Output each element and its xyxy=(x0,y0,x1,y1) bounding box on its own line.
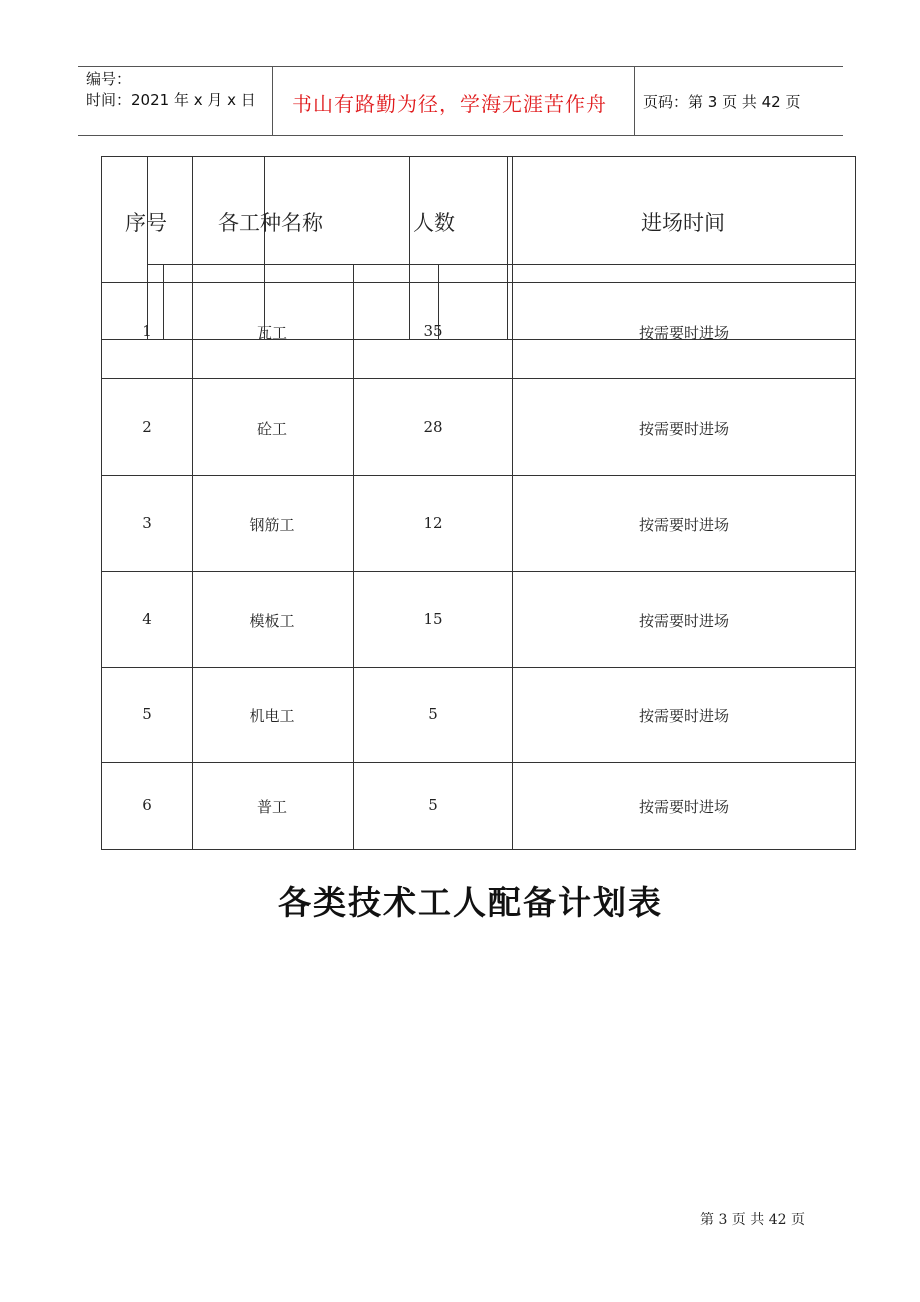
motto-text: 书山有路勤为径，学海无涯苦作舟 xyxy=(292,92,607,116)
cell-entry: 按需要时进场 xyxy=(638,516,730,534)
table-rule xyxy=(101,762,856,763)
table-rule xyxy=(147,264,856,265)
cell-trade: 模板工 xyxy=(249,612,295,630)
cell-seq: 5 xyxy=(142,705,152,723)
cell-count: 28 xyxy=(423,418,443,436)
number-label: 编号： xyxy=(86,70,132,88)
table-rule xyxy=(101,849,856,850)
cell-count: 12 xyxy=(423,514,443,532)
cell-count: 5 xyxy=(428,796,438,814)
cell-seq: 1 xyxy=(142,322,152,340)
cell-seq: 6 xyxy=(142,796,152,814)
column-header-seq: 序号 xyxy=(125,211,167,235)
column-header-trade: 各工种名称 xyxy=(218,211,323,235)
table-rule xyxy=(163,264,164,340)
cell-seq: 3 xyxy=(142,514,152,532)
cell-entry: 按需要时进场 xyxy=(638,324,730,342)
page-footer: 第 3 页 共 42 页 xyxy=(700,1212,805,1228)
cell-entry: 按需要时进场 xyxy=(638,707,730,725)
table-rule xyxy=(101,571,856,572)
column-header-count: 人数 xyxy=(413,211,455,235)
table-rule xyxy=(512,156,513,850)
table-rule xyxy=(147,156,148,340)
cell-trade: 砼工 xyxy=(256,420,288,438)
date-label: 时间：2021 年 x 月 x 日 xyxy=(86,91,256,109)
header-divider-right xyxy=(634,66,635,135)
table-rule xyxy=(101,339,856,340)
document-title: 各类技术工人配备计划表 xyxy=(278,883,663,922)
cell-entry: 按需要时进场 xyxy=(638,612,730,630)
cell-trade: 机电工 xyxy=(249,707,295,725)
cell-trade: 瓦工 xyxy=(256,324,288,342)
header-bottom-rule xyxy=(78,135,843,136)
table-rule xyxy=(409,156,410,340)
header-divider-left xyxy=(272,66,273,135)
cell-seq: 4 xyxy=(142,610,152,628)
table-rule xyxy=(101,282,856,283)
table-rule xyxy=(101,156,102,850)
cell-entry: 按需要时进场 xyxy=(638,420,730,438)
table-rule xyxy=(101,667,856,668)
table-rule xyxy=(101,378,856,379)
table-rule xyxy=(192,156,193,850)
page-info: 页码：第 3 页 共 42 页 xyxy=(643,93,801,111)
table-rule xyxy=(507,156,508,340)
cell-trade: 钢筋工 xyxy=(249,516,295,534)
table-rule xyxy=(353,264,354,850)
cell-seq: 2 xyxy=(142,418,152,436)
cell-entry: 按需要时进场 xyxy=(638,798,730,816)
table-rule xyxy=(101,475,856,476)
table-rule xyxy=(264,156,265,340)
cell-count: 15 xyxy=(423,610,443,628)
column-header-entry: 进场时间 xyxy=(641,211,725,235)
cell-count: 5 xyxy=(428,705,438,723)
header-top-rule xyxy=(78,66,843,67)
cell-trade: 普工 xyxy=(256,798,288,816)
table-rule xyxy=(101,156,856,157)
cell-count: 35 xyxy=(423,322,443,340)
table-rule xyxy=(855,156,856,850)
